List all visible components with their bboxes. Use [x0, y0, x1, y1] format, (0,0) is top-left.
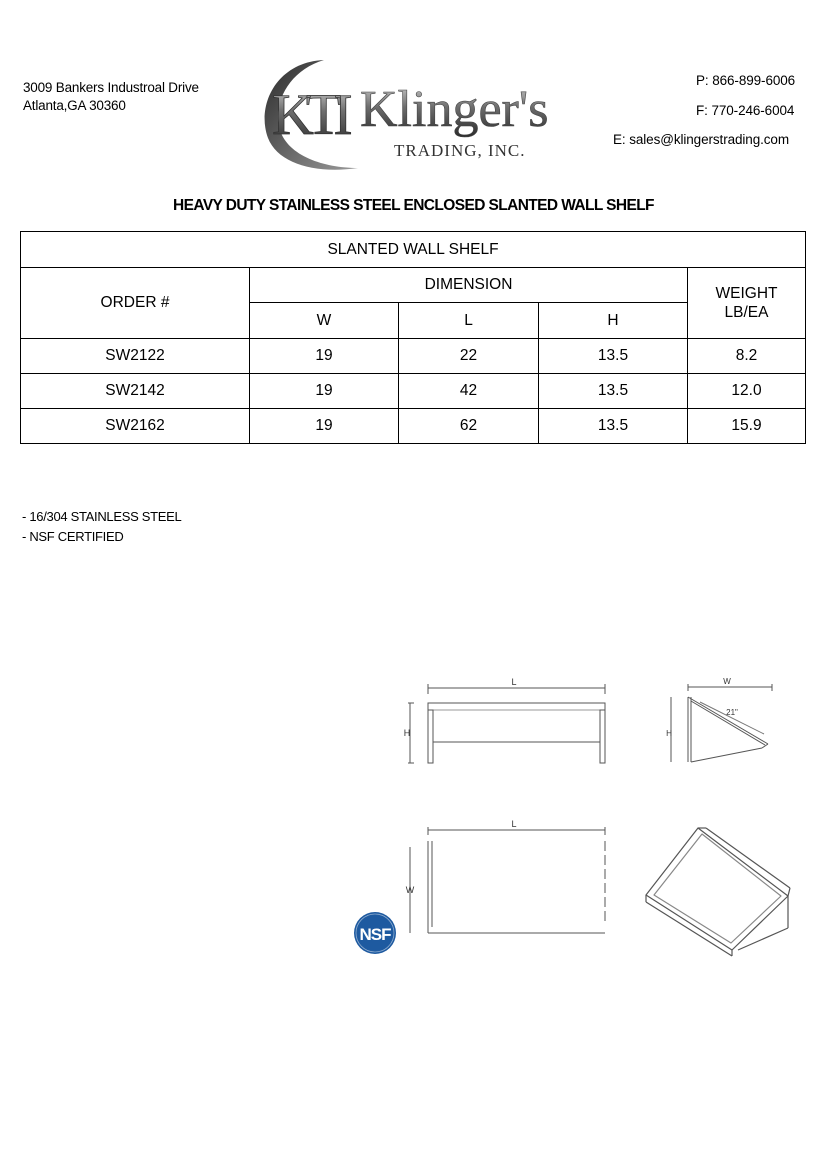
nsf-certified-icon — [353, 911, 397, 955]
width-cell: 19 — [250, 374, 399, 409]
table-header-row — [21, 268, 806, 303]
top-view-drawing — [400, 815, 615, 940]
table-caption-row — [21, 232, 806, 268]
side-depth-label: 21" — [726, 708, 738, 717]
company-logo — [254, 56, 584, 176]
width-cell: 19 — [250, 339, 399, 374]
height-cell: 13.5 — [539, 409, 688, 444]
order-cell: SW2122 — [21, 339, 250, 374]
logo-name: Klinger's — [360, 81, 549, 138]
note-material: - 16/304 STAINLESS STEEL — [22, 509, 182, 524]
weight-header-line-1: WEIGHT — [715, 285, 778, 302]
logo-subtitle: TRADING, INC. — [394, 141, 526, 160]
front-length-label: L — [511, 677, 517, 687]
weight-header-line-2: LB/EA — [724, 304, 769, 321]
logo-monogram: KTI — [272, 82, 345, 147]
dimension-header: DIMENSION — [250, 268, 688, 303]
spec-table — [20, 231, 806, 444]
table-row — [21, 409, 806, 444]
width-header: W — [250, 303, 399, 339]
weight-cell: 12.0 — [688, 374, 806, 409]
order-cell: SW2162 — [21, 409, 250, 444]
product-notes — [22, 507, 181, 547]
weight-cell: 8.2 — [688, 339, 806, 374]
length-cell: 22 — [399, 339, 539, 374]
length-cell: 42 — [399, 374, 539, 409]
table-caption: SLANTED WALL SHELF — [21, 232, 806, 268]
length-header: L — [399, 303, 539, 339]
note-certification: - NSF CERTIFIED — [22, 529, 124, 544]
width-cell: 19 — [250, 409, 399, 444]
address-line-1: 3009 Bankers Industroal Drive — [23, 80, 199, 95]
front-view-drawing — [400, 672, 615, 772]
isometric-view-drawing — [638, 822, 800, 957]
order-header: ORDER # — [21, 268, 250, 339]
document-title: HEAVY DUTY STAINLESS STEEL ENCLOSED SLANTED WALL SHELF — [173, 197, 654, 214]
phone-number: P: 866-899-6006 — [696, 73, 796, 88]
fax-number: F: 770-246-6004 — [696, 103, 795, 118]
height-cell: 13.5 — [539, 374, 688, 409]
height-header: H — [539, 303, 688, 339]
side-view-drawing — [660, 672, 780, 772]
address-line-2: Atlanta,GA 30360 — [23, 98, 126, 113]
top-length-label: L — [511, 819, 517, 829]
top-width-label: W — [405, 885, 415, 895]
order-cell: SW2142 — [21, 374, 250, 409]
length-cell: 62 — [399, 409, 539, 444]
weight-cell: 15.9 — [688, 409, 806, 444]
front-height-label: H — [403, 728, 411, 738]
nsf-badge-text: NSF — [359, 925, 391, 944]
company-address — [23, 79, 199, 115]
weight-header — [688, 268, 806, 339]
table-row — [21, 339, 806, 374]
table-row — [21, 374, 806, 409]
height-cell: 13.5 — [539, 339, 688, 374]
email-address[interactable]: E: sales@klingerstrading.com — [613, 132, 789, 147]
side-width-label: W — [723, 677, 731, 686]
side-height-label: H — [666, 729, 672, 738]
